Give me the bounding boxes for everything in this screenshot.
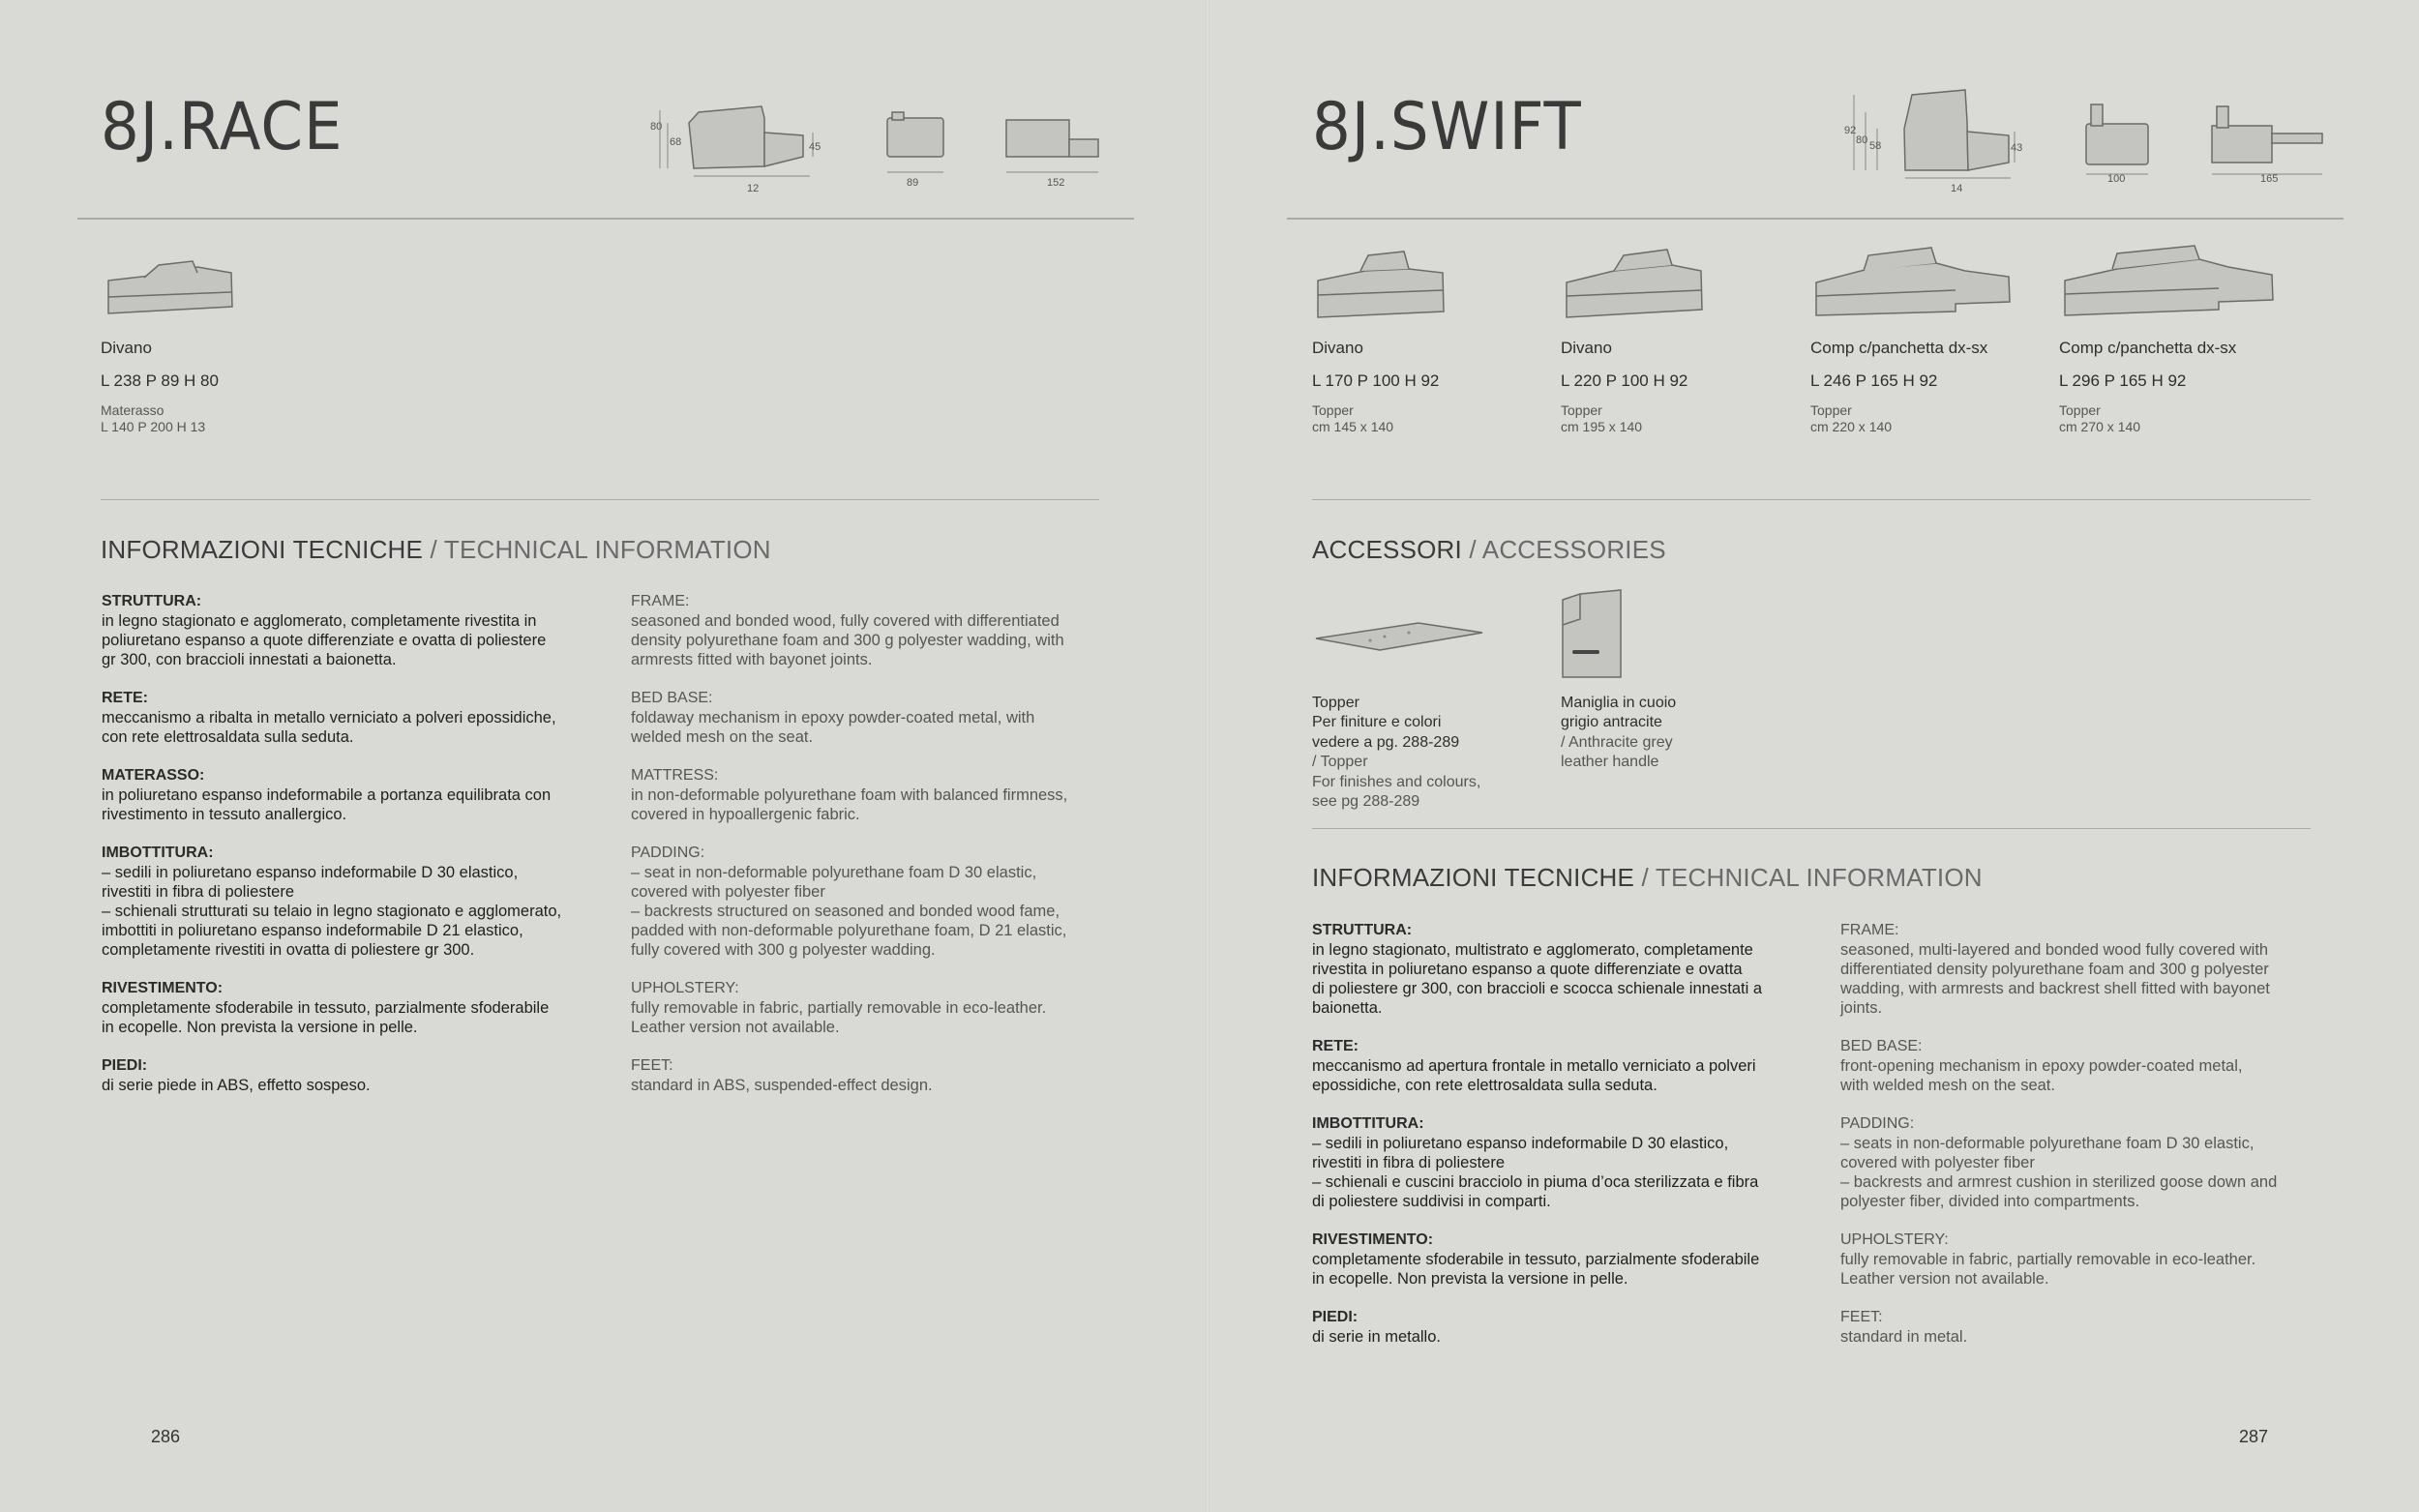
product-dimensions: L 238 P 89 H 80 (101, 371, 219, 390)
product-name: Divano (1561, 339, 1612, 357)
accessory-handle (1561, 580, 1793, 773)
swift-dim-arm: 14 (1951, 183, 1963, 193)
product-dimensions: L 170 P 100 H 92 (1312, 371, 1440, 390)
product-dimensions: L 296 P 165 H 92 (2059, 371, 2187, 390)
sofa-icon (1561, 242, 1706, 321)
spec-label: PIEDI: (1312, 1309, 1359, 1325)
swift-dim-bed: 165 (2260, 173, 2279, 185)
sofa-icon (101, 253, 236, 321)
right-page (1210, 0, 2419, 1512)
product-dimensions: L 246 P 165 H 92 (1810, 371, 1938, 390)
swift-front-shape (2086, 124, 2148, 164)
spec-label: STRUTTURA: (102, 593, 202, 609)
accessories-heading-en: / ACCESSORIES (1461, 535, 1666, 564)
spec-text: di serie piede in ABS, effetto sospeso. (102, 1077, 371, 1094)
leather-handle-icon (1561, 580, 1628, 687)
product-card (101, 253, 343, 435)
accessory-name-en: / Topper For finishes and colours, see pg 288-289 (1312, 754, 1481, 810)
spec-text: – seats in non-deformable polyurethane foam D 30 elastic, covered with polyester fiber – backrests and armrest cushion in sterilized goose down and polyester fiber, divided into compartments. (1840, 1135, 2278, 1210)
page-title: 8J.SWIFT (1312, 89, 1582, 165)
tech-info-heading (101, 535, 771, 565)
spec-label: PADDING: (1840, 1115, 1915, 1132)
spec-text: front-opening mechanism in epoxy powder-coated metal, with welded mesh on the seat. (1840, 1057, 2243, 1094)
product-sub-dimensions: cm 145 x 140 (1312, 419, 1394, 434)
spec-text: in legno stagionato, multistrato e agglomerato, completamente rivestita in poliuretano espanso a quote differenziate e ovatta di poliestere gr 300, con braccioli e scocca schienale innestati a baionetta. (1312, 941, 1763, 1017)
tech-info-heading-en: / TECHNICAL INFORMATION (423, 535, 771, 564)
tech-info-it-column (1312, 921, 1796, 1366)
spec-label: MATERASSO: (102, 767, 205, 784)
spec-text: in legno stagionato e agglomerato, completamente rivestita in poliuretano espanso a quote differenziate e ovatta di poliestere gr 300, con braccioli innestati a baionetta. (102, 612, 547, 668)
race-front-back-shape (892, 112, 904, 120)
spec-label: RIVESTIMENTO: (1312, 1231, 1434, 1248)
swift-bed-extension-shape (2272, 133, 2322, 143)
page-title: 8J.RACE (101, 89, 343, 165)
product-sub-dimensions: cm 270 x 140 (2059, 419, 2141, 434)
spec-label: FRAME: (1840, 922, 1899, 938)
spec-text: – sedili in poliuretano espanso indeformabile D 30 elastico, rivestiti in fibra di poliestere – schienali e cuscini bracciolo in piuma d’oca sterilizzata e fibra di poliestere suddivisi in comparti. (1312, 1135, 1759, 1210)
accessory-name: Topper Per finiture e colori vedere a pg. 288-289 (1312, 694, 1460, 751)
section-divider (101, 499, 1099, 500)
spec-text: – sedili in poliuretano espanso indeformabile D 30 elastico, rivestiti in fibra di poliestere – schienali strutturati su telaio in legno stagionato e agglomerato, imbottiti in poliuretano espanso indeformabile D 21 elastico, completamente rivestiti in ovatta di poliestere gr 300. (102, 864, 562, 959)
race-front-shape (887, 118, 943, 157)
product-name: Comp c/panchetta dx-sx (1810, 339, 1988, 357)
spec-text: seasoned and bonded wood, fully covered with differentiated density polyurethane foam and 300 g polyester wadding, with armrests fitted with bayonet joints. (631, 612, 1064, 668)
spec-text: standard in metal. (1840, 1328, 1968, 1346)
swift-front-back-shape (2091, 104, 2103, 126)
product-sub-label: Topper (1312, 402, 1354, 418)
spec-text: meccanismo a ribalta in metallo verniciato a polveri epossidiche, con rete elettrosaldata sulla seduta. (102, 709, 556, 746)
spec-text: standard in ABS, suspended-effect design. (631, 1077, 933, 1094)
spec-text: completamente sfoderabile in tessuto, parzialmente sfoderabile in ecopelle. Non prevista la versione in pelle. (102, 999, 550, 1036)
spec-text: in poliuretano espanso indeformabile a portanza equilibrata con rivestimento in tessuto anallergico. (102, 786, 552, 823)
swift-dim-depth: 100 (2107, 173, 2126, 185)
tech-info-heading (1312, 863, 1983, 893)
product-sub-dimensions: cm 220 x 140 (1810, 419, 1893, 434)
swift-dim-h3: 58 (1869, 140, 1882, 152)
header-divider (77, 218, 1134, 220)
page-number: 287 (2239, 1427, 2269, 1446)
product-card (1312, 242, 1554, 435)
product-sub-dimensions: L 140 P 200 H 13 (101, 419, 206, 434)
spec-label: FRAME: (631, 593, 690, 609)
race-dim-depth: 89 (907, 177, 919, 189)
race-dim-seat: 45 (809, 141, 821, 153)
spec-label: FEET: (1840, 1309, 1883, 1325)
race-bed-side-shape (1006, 120, 1069, 157)
spec-label: UPHOLSTERY: (1840, 1231, 1949, 1248)
topper-icon (1312, 580, 1486, 687)
spec-text: fully removable in fabric, partially removable in eco-leather. Leather version not available. (631, 999, 1047, 1036)
corner-sofa-icon (2059, 242, 2277, 321)
accessory-name-en: / Anthracite grey leather handle (1561, 733, 1673, 770)
product-card (1810, 242, 2052, 435)
tech-info-en-column (631, 592, 1115, 1114)
spec-text: seasoned, multi-layered and bonded wood fully covered with differentiated density polyurethane foam and 300 g polyester wadding, with armrests and backrest shell fitted with bayonet joints. (1840, 941, 2270, 1017)
page-number: 286 (151, 1427, 181, 1446)
race-dimension-drawings (650, 89, 1115, 197)
race-seat-shape (764, 133, 803, 166)
spec-label: MATTRESS: (631, 767, 719, 784)
race-bed-mattress-shape (1069, 139, 1098, 157)
spec-label: BED BASE: (631, 690, 713, 706)
spec-label: FEET: (631, 1057, 673, 1074)
accessory-topper (1312, 580, 1544, 813)
tech-info-it-column (102, 592, 585, 1114)
accessory-name: Maniglia in cuoio grigio antracite (1561, 694, 1677, 730)
product-name: Comp c/panchetta dx-sx (2059, 339, 2237, 357)
section-divider (1312, 499, 2311, 500)
spec-label: UPHOLSTERY: (631, 980, 739, 996)
handle-strap (1572, 650, 1599, 654)
tech-info-heading-it: INFORMAZIONI TECNICHE (101, 535, 424, 564)
swift-dim-seat: 43 (2011, 142, 2023, 154)
product-sub-label: Topper (1810, 402, 1852, 418)
spec-label: RETE: (1312, 1038, 1359, 1054)
swift-dim-h2: 80 (1856, 134, 1868, 146)
spec-text: foldaway mechanism in epoxy powder-coated metal, with welded mesh on the seat. (631, 709, 1035, 746)
product-name: Divano (101, 339, 152, 357)
swift-side-sofa-shape (1904, 90, 1968, 170)
header-divider (1287, 218, 2344, 220)
spec-text: – seat in non-deformable polyurethane foam D 30 elastic, covered with polyester fiber – backrests structured on seasoned and bonded wood fame, padded with non-deformable polyurethane foam, D 21 elastic, fully covered with 300 g polyester wadding. (631, 864, 1067, 959)
race-side-sofa-shape (689, 106, 764, 168)
accessories-heading-it: ACCESSORI (1312, 535, 1462, 564)
section-divider (1312, 828, 2311, 829)
sofa-icon (1312, 242, 1452, 321)
product-sub-label: Topper (2059, 402, 2101, 418)
race-dim-arm: 12 (747, 183, 760, 194)
product-sub-label: Topper (1561, 402, 1602, 418)
left-page (0, 0, 1208, 1512)
product-name: Divano (1312, 339, 1363, 357)
tech-info-heading-it: INFORMAZIONI TECNICHE (1312, 863, 1635, 892)
spec-label: RIVESTIMENTO: (102, 980, 224, 996)
swift-bed-side-shape (2212, 126, 2272, 163)
race-dim-h2: 68 (670, 136, 682, 148)
swift-dim-h1: 92 (1844, 125, 1857, 136)
spec-text: fully removable in fabric, partially removable in eco-leather. Leather version not available. (1840, 1251, 2256, 1288)
spec-text: di serie in metallo. (1312, 1328, 1441, 1346)
spec-label: PADDING: (631, 845, 705, 861)
product-card (2059, 242, 2301, 435)
spec-label: RETE: (102, 690, 148, 706)
spec-label: STRUTTURA: (1312, 922, 1413, 938)
swift-bed-back-shape (2217, 106, 2228, 128)
spec-text: completamente sfoderabile in tessuto, parzialmente sfoderabile in ecopelle. Non prevista la versione in pelle. (1312, 1251, 1760, 1288)
spec-label: PIEDI: (102, 1057, 148, 1074)
product-sub-dimensions: cm 195 x 140 (1561, 419, 1643, 434)
race-dim-bed: 152 (1047, 177, 1065, 189)
product-card (1561, 242, 1803, 435)
race-dim-h1: 80 (650, 121, 663, 133)
spec-text: in non-deformable polyurethane foam with balanced firmness, covered in hypoallergenic fabric. (631, 786, 1068, 823)
accessories-heading (1312, 535, 1666, 565)
corner-sofa-icon (1810, 242, 2018, 321)
tech-info-en-column (1840, 921, 2324, 1366)
spec-text: meccanismo ad apertura frontale in metallo verniciato a polveri epossidiche, con rete elettrosaldata sulla seduta. (1312, 1057, 1756, 1094)
spec-label: IMBOTTITURA: (1312, 1115, 1424, 1132)
tech-info-heading-en: / TECHNICAL INFORMATION (1634, 863, 1983, 892)
swift-dimension-drawings (1844, 85, 2386, 193)
spec-label: BED BASE: (1840, 1038, 1923, 1054)
product-sub-label: Materasso (101, 402, 164, 418)
product-dimensions: L 220 P 100 H 92 (1561, 371, 1688, 390)
spec-label: IMBOTTITURA: (102, 845, 214, 861)
swift-seat-shape (1967, 132, 2009, 170)
